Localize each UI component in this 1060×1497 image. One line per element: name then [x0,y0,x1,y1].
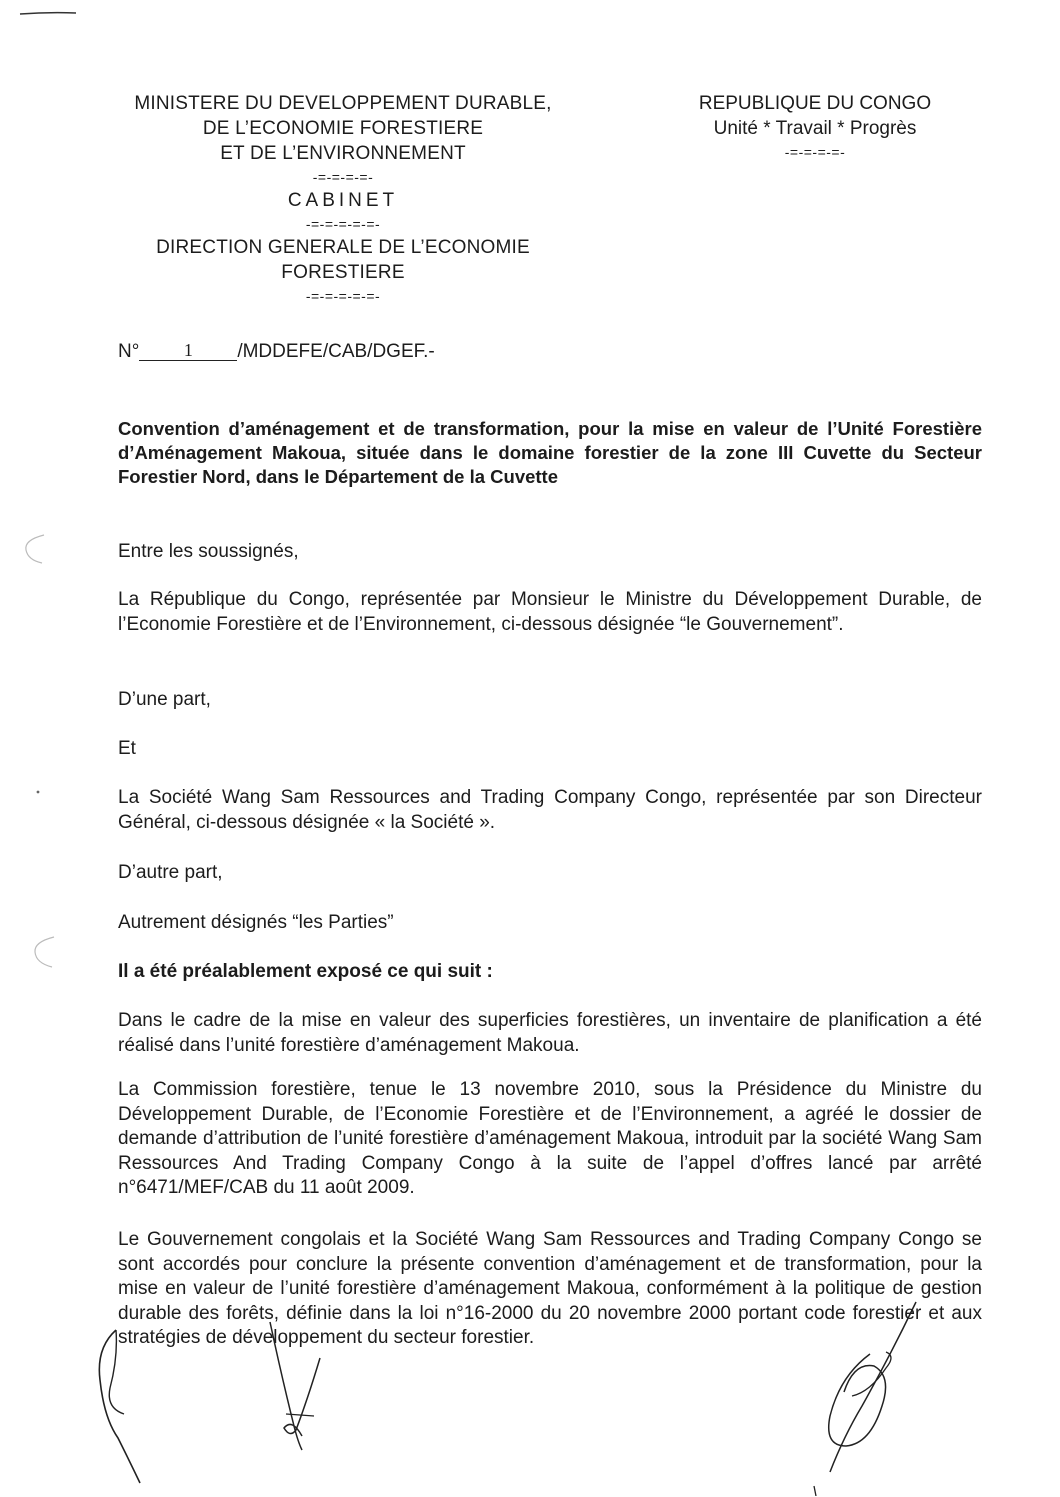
paragraph: Le Gouvernement congolais et la Société Wang Sam Ressources and Trading Company Congo se sont accordés pour conclure la présente convention d’aménagement et de transformation, pour la mise en valeur de l’unité forestière d’aménagement Makoua, conformément à la politique de gestion durable des forêts, définie dans la loi n°16-2000 du 20 novembre 2000 portant code forestier et aux stratégies de développement du secteur forestier. [118,1229,982,1348]
paragraph: La République du Congo, représentée par Monsieur le Ministre du Développement Durable, de l’Economie Forestière et de l’Environnement, ci-dessous désignée “le Gouvernement”. [118,589,982,635]
direction-name-line: DIRECTION GENERALE DE L’ECONOMIE [156,237,530,258]
paragraph: La Commission forestière, tenue le 13 novembre 2010, sous la Présidence du Ministre du Développement Durable, de l’Economie Forestière et de l’Environnement, a agréé le dossier de demande d’attribution de l’unité forestière d’aménagement Makoua, introduit par la société Wang Sam Ressources And Trading Company Congo à la suite de l’appel d’offres lancé par arrêté n°6471/MEF/CAB du 11 août 2009. [118,1079,982,1198]
paragraph: Entre les soussignés, [118,541,299,562]
handwritten-signature-right [800,1296,930,1496]
paragraph: Autrement désignés “les Parties” [118,912,394,933]
reference-prefix: N° [118,341,140,362]
reference-value: 1 [139,340,237,361]
punch-hole-mark [18,532,48,566]
scan-line-mark [18,8,78,18]
separator: -=-=-=-=- [784,144,846,160]
reference-suffix: /MDDEFE/CAB/DGEF.- [237,341,435,362]
handwritten-initial-left [88,1318,178,1488]
direction-name-line: FORESTIERE [281,262,405,283]
handwritten-initial-middle [262,1318,332,1458]
ministry-header [108,91,578,307]
paragraph: Dans le cadre de la mise en valeur des superficies forestières, un inventaire de planification a été réalisé dans l’unité forestière d’aménagement Makoua. [118,1010,982,1056]
republic-header [660,91,970,163]
cabinet-label: CABINET [287,190,399,211]
ministry-name-line: ET DE L’ENVIRONNEMENT [220,143,466,164]
ministry-name-line: DE L’ECONOMIE FORESTIERE [202,118,484,139]
reference-number [118,341,435,363]
ministry-name-line: MINISTERE DU DEVELOPPEMENT DURABLE, [134,93,552,114]
paragraph: La Société Wang Sam Ressources and Trading Company Congo, représentée par son Directeur Général, ci-dessous désignée « la Société ». [118,787,982,833]
scan-dot [34,788,42,796]
separator: -=-=-=-=-=- [305,288,381,304]
punch-hole-mark [28,934,58,970]
paragraph: D’autre part, [118,862,223,883]
country-motto: Unité * Travail * Progrès [713,118,917,139]
paragraph: D’une part, [118,689,211,710]
separator: -=-=-=-=- [312,169,374,185]
paragraph: Et [118,738,136,759]
separator: -=-=-=-=-=- [305,216,381,232]
country-name: REPUBLIQUE DU CONGO [698,93,932,114]
document-title: Convention d’aménagement et de transformation, pour la mise en valeur de l’Unité Forestière d’Aménagement Makoua, située dans le domaine forestier de la zone III Cuvette du Secteur Forestier Nord, dans le Département de la Cuvette [118,418,982,487]
paragraph-heading: Il a été préalablement exposé ce qui suit : [118,961,493,982]
